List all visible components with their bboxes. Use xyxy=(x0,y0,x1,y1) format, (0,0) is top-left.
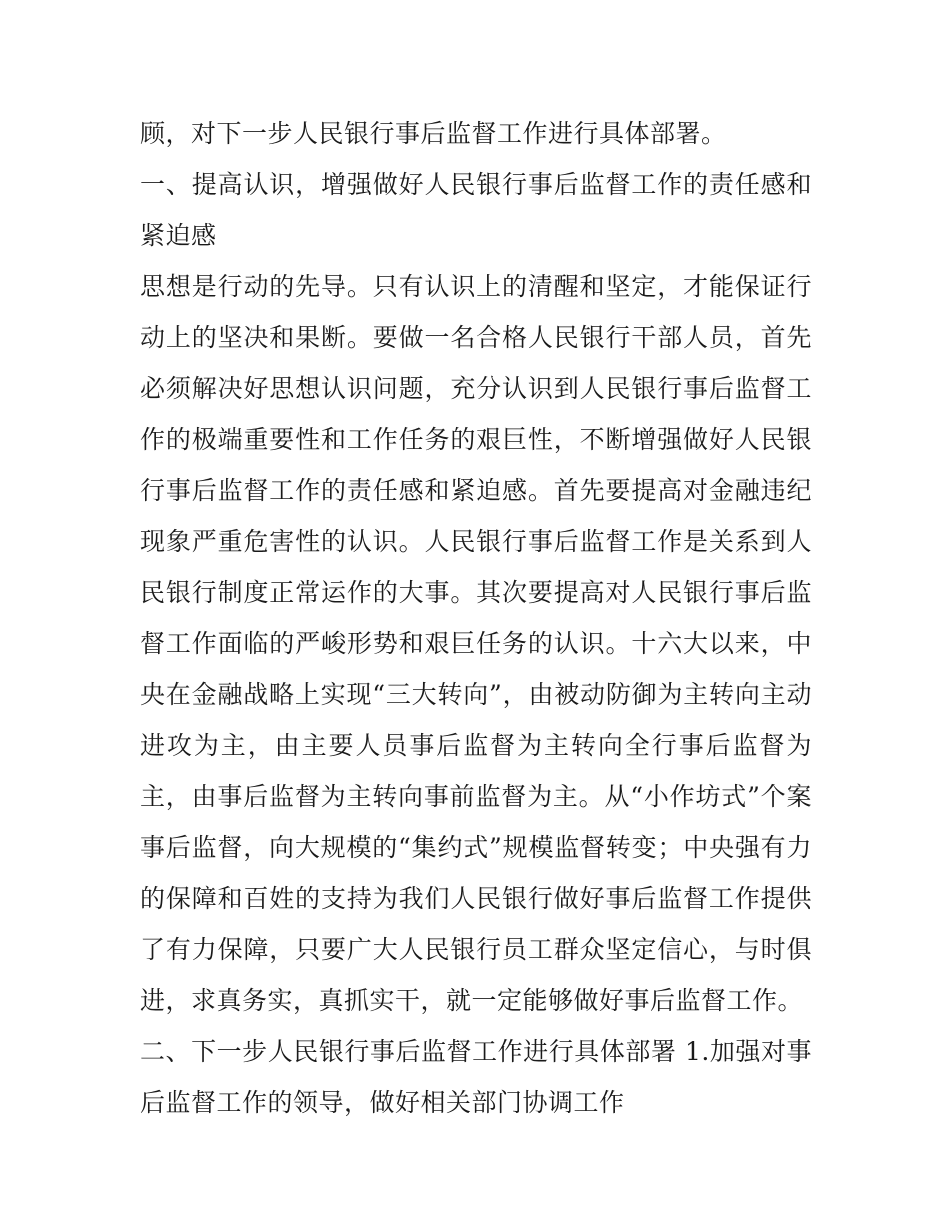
paragraph-body: 思想是行动的先导。只有认识上的清醒和坚定，才能保证行动上的坚决和果断。要做一名合格人民银行干部人员，首先必须解决好思想认识问题，充分认识到人民银行事后监督工作的极端重要性和工作任务的艰巨性，不断增强做好人民银行事后监督工作的责任感和紧迫感。首先要提高对金融违纪现象严重危害性的认识。人民银行事后监督工作是关系到人民银行制度正常运作的大事。其次要提高对人民银行事后监督工作面临的严峻形势和艰巨任务的认识。十六大以来，中央在金融战略上实现“三大转向”，由被动防御为主转向主动进攻为主，由主要人员事后监督为主转向全行事后监督为主，由事后监督为主转向事前监督为主。从“小作坊式”个案事后监督，向大规模的“集约式”规模监督转变；中央强有力的保障和百姓的支持为我们人民银行做好事后监督工作提供了有力保障，只要广大人民银行员工群众坚定信心，与时俱进，求真务实，真抓实干，就一定能够做好事后监督工作。 xyxy=(140,272,812,1015)
section-heading-1: 一、提高认识，增强做好人民银行事后监督工作的责任感和紧迫感 xyxy=(140,170,812,250)
document-body xyxy=(140,108,812,1128)
paragraph-intro: 顾，对下一步人民银行事后监督工作进行具体部署。 xyxy=(140,119,727,148)
section-heading-2: 二、下一步人民银行事后监督工作进行具体部署 1.加强对事后监督工作的领导，做好相关部门协调工作 xyxy=(140,1037,812,1117)
